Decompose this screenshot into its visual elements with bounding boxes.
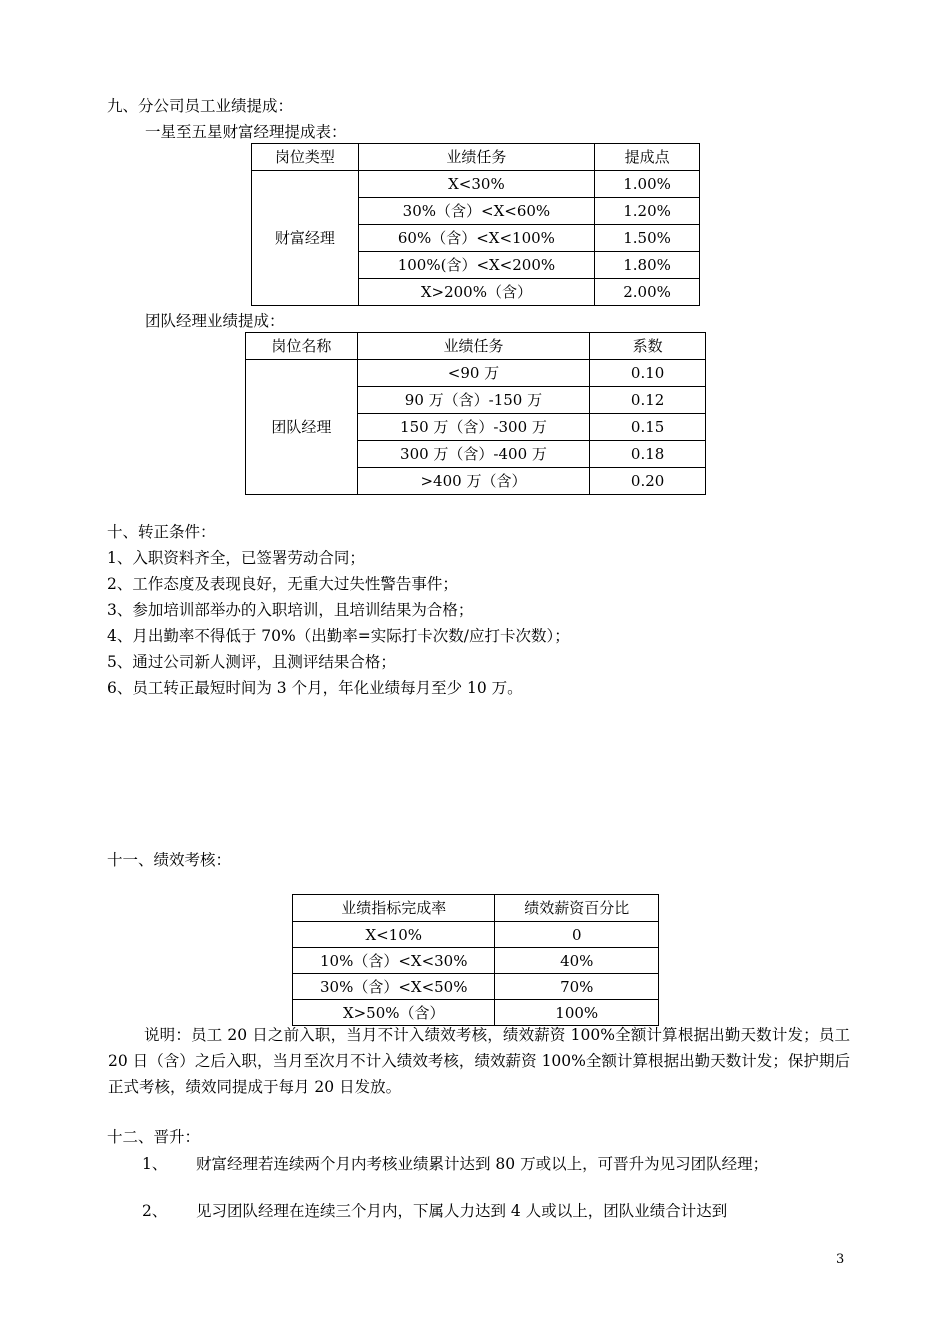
section9-subtitle-2: 团队经理业绩提成： (145, 312, 285, 330)
table-cell: 30%（含）<X<60% (358, 198, 594, 225)
role-cell: 财富经理 (252, 171, 359, 306)
table-header-cell: 业绩指标完成率 (293, 895, 495, 922)
table-row (293, 974, 659, 1000)
table-cell: 40% (495, 948, 659, 974)
table-header-row (252, 144, 700, 171)
list-item: 财富经理若连续两个月内考核业绩累计达到 80 万或以上，可晋升为见习团队经理； (196, 1155, 769, 1173)
table-row (293, 922, 659, 948)
table-cell: <90 万 (357, 360, 590, 387)
list-item: 2、工作态度及表现良好，无重大过失性警告事件； (107, 575, 458, 593)
table-cell: 0.20 (590, 468, 706, 495)
table-cell: 0.15 (590, 414, 706, 441)
section11-heading: 十一、绩效考核： (107, 851, 232, 869)
page-number: 3 (836, 1252, 845, 1267)
list-item: 1、入职资料齐全，已签署劳动合同； (107, 549, 365, 567)
table-header-cell: 业绩任务 (357, 333, 590, 360)
list-item: 3、参加培训部举办的入职培训，且培训结果为合格； (107, 601, 474, 619)
list-item-number: 2、 (142, 1202, 168, 1220)
list-item: 见习团队经理在连续三个月内，下属人力达到 4 人或以上，团队业绩合计达到 (196, 1202, 728, 1220)
table-header-cell: 绩效薪资百分比 (495, 895, 659, 922)
table-cell: 100%(含）<X<200% (358, 252, 594, 279)
list-item-number: 1、 (142, 1155, 168, 1173)
table-row (252, 171, 700, 198)
table-cell: 60%（含）<X<100% (358, 225, 594, 252)
table-cell: X<10% (293, 922, 495, 948)
table-cell: 1.00% (595, 171, 700, 198)
table-cell: 1.80% (595, 252, 700, 279)
table-header-row (293, 895, 659, 922)
table-header-cell: 岗位类型 (252, 144, 359, 171)
table-cell: 30%（含）<X<50% (293, 974, 495, 1000)
section9-heading: 九、分公司员工业绩提成： (107, 97, 294, 115)
table-cell: 90 万（含）-150 万 (357, 387, 590, 414)
table-cell: >400 万（含） (357, 468, 590, 495)
list-item: 5、通过公司新人测评，且测评结果合格； (107, 653, 396, 671)
table-cell: 150 万（含）-300 万 (357, 414, 590, 441)
table-cell: X<30% (358, 171, 594, 198)
table-row (246, 360, 706, 387)
table-header-row (246, 333, 706, 360)
table-cell: 2.00% (595, 279, 700, 306)
table-cell: 300 万（含）-400 万 (357, 441, 590, 468)
table-cell: 0.12 (590, 387, 706, 414)
table-row (293, 948, 659, 974)
table-cell: 0.10 (590, 360, 706, 387)
team-manager-commission-table (245, 332, 706, 495)
table-header-cell: 提成点 (595, 144, 700, 171)
table-header-cell: 系数 (590, 333, 706, 360)
table-cell: X>200%（含） (358, 279, 594, 306)
table-cell: 100% (495, 1000, 659, 1026)
section12-heading: 十二、晋升： (107, 1128, 201, 1146)
table-header-cell: 岗位名称 (246, 333, 358, 360)
wealth-manager-commission-table (251, 143, 700, 306)
table-cell: 0 (495, 922, 659, 948)
list-item: 4、月出勤率不得低于 70%（出勤率=实际打卡次数/应打卡次数）； (107, 627, 570, 645)
table-cell: 1.20% (595, 198, 700, 225)
section9-subtitle-1: 一星至五星财富经理提成表： (145, 123, 347, 141)
list-item: 6、员工转正最短时间为 3 个月，年化业绩每月至少 10 万。 (107, 679, 523, 697)
table-cell: 1.50% (595, 225, 700, 252)
section10-heading: 十、转正条件： (107, 523, 216, 541)
table-cell: X>50%（含） (293, 1000, 495, 1026)
table-header-cell: 业绩任务 (358, 144, 594, 171)
performance-note: 说明：员工 20 日之前入职，当月不计入绩效考核，绩效薪资 100%全额计算根据出勤天数计发；员工 20 日（含）之后入职，当月至次月不计入绩效考核，绩效薪资 100%全额计算根据出勤天数计发；保护期后正式考核，绩效同提成于每月 20 日发放。 (108, 1026, 850, 1096)
table-cell: 70% (495, 974, 659, 1000)
table-cell: 10%（含）<X<30% (293, 948, 495, 974)
table-cell: 0.18 (590, 441, 706, 468)
performance-table (292, 894, 659, 1026)
role-cell: 团队经理 (246, 360, 358, 495)
